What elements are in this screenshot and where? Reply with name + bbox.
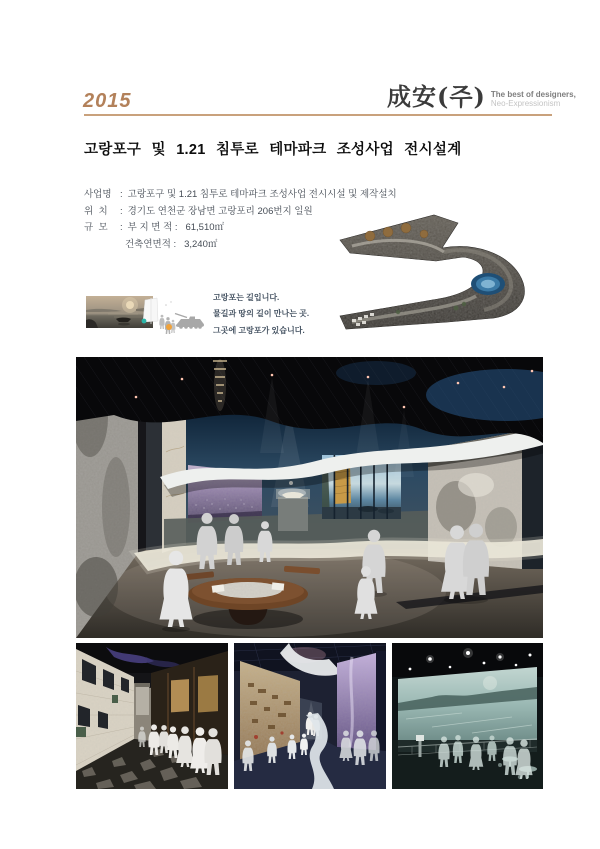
- company-logo: [387, 83, 576, 111]
- plan-tree: [396, 310, 400, 314]
- page-title: 고랑포구 및 1.21 침투로 테마파크 조성사업 전시설계: [84, 142, 462, 158]
- teal-node-icon: [142, 319, 147, 324]
- thumb3-sun-glow: [483, 676, 497, 690]
- detail-row-project: [84, 187, 397, 204]
- tagline-secondary: Neo-Expressionism: [490, 99, 561, 108]
- main-render-image: [76, 357, 543, 638]
- thumbnail-street-image: [76, 643, 228, 789]
- detail-value: 부 지 면 적 : 61,510㎡: [127, 222, 225, 233]
- boat-reflection: [118, 323, 130, 326]
- detail-value: 경기도 연천군 장남면 고랑포리 206번지 일원: [127, 205, 313, 217]
- tagline-primary: The best of designers,: [490, 90, 576, 99]
- red-seal: [254, 735, 258, 739]
- plan-tree: [462, 302, 466, 306]
- detail-colon: :: [120, 222, 123, 233]
- plan-diorama-dome: [365, 231, 375, 241]
- thumb2-purple-wall: [337, 653, 376, 751]
- plan-round-theater-core: [481, 280, 495, 288]
- intro-text: [213, 290, 309, 339]
- intro-line: 고랑포는 길입니다.: [213, 293, 280, 302]
- speck: [170, 301, 171, 302]
- intro-silhouette-graphic: [137, 297, 209, 338]
- green-shutter: [76, 727, 86, 737]
- tank-icon: [175, 314, 204, 329]
- green-shutter: [112, 695, 118, 703]
- company-tagline: [491, 90, 576, 108]
- intro-line: 그곳에 고랑포가 있습니다.: [213, 325, 305, 335]
- detail-label: 규 모: [84, 222, 108, 233]
- site-plan-image: [336, 212, 544, 332]
- plan-tree: [454, 306, 459, 311]
- sail-icon: [143, 298, 158, 322]
- person-silhouette: [159, 315, 164, 329]
- speck: [165, 304, 167, 306]
- thumbnail-panorama-image: [392, 643, 543, 789]
- detail-label: 위 치: [84, 205, 108, 217]
- detail-value: 고랑포구 및 1.21 침투로 테마파크 조성사업 전시시설 및 제작설치: [127, 189, 397, 200]
- detail-colon: :: [120, 205, 123, 217]
- plan-diorama-dome: [401, 223, 411, 233]
- plan-diorama-dome: [383, 227, 393, 237]
- sun: [126, 301, 134, 309]
- detail-label: 사업명: [84, 189, 112, 200]
- intro-line: 물길과 땅의 길이 만나는 곳.: [213, 309, 310, 319]
- detail-value: 건축연면적 : 3,240㎡: [125, 238, 218, 250]
- orange-node-icon: [166, 324, 172, 330]
- detail-colon: :: [120, 189, 123, 200]
- plan-diorama-dome: [420, 230, 428, 238]
- year-label: 2015: [83, 90, 132, 112]
- header-rule: [84, 114, 552, 116]
- thumbnail-map-hall-image: [234, 643, 386, 789]
- company-name: 成安(주): [387, 82, 486, 111]
- thumb3-panorama-screen: [398, 667, 537, 743]
- red-seal: [280, 731, 283, 734]
